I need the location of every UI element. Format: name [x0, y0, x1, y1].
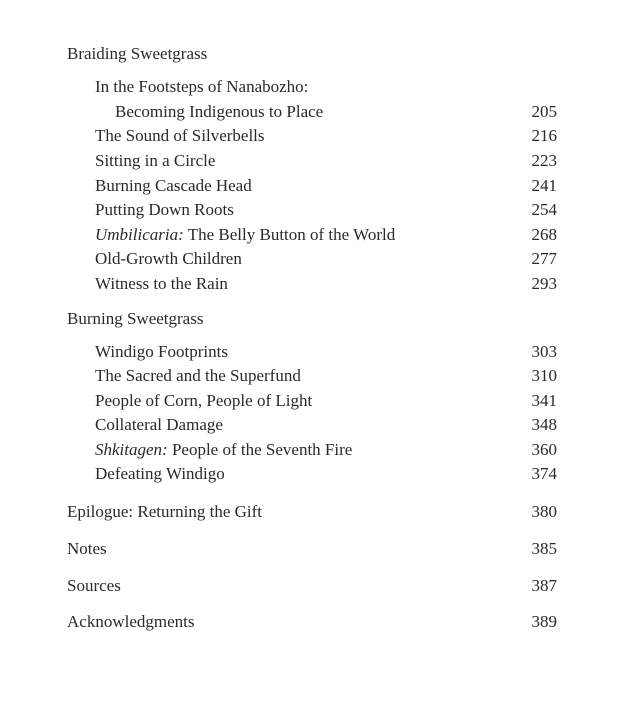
- toc-entry-title: Defeating Windigo: [95, 464, 225, 483]
- toc-entry-title: Sources: [67, 576, 121, 595]
- toc-entry[interactable]: [95, 223, 557, 247]
- toc-entry-title: Epilogue: Returning the Gift: [67, 502, 262, 521]
- toc-entry[interactable]: [95, 174, 557, 198]
- toc-entry-title: Putting Down Roots: [95, 200, 234, 219]
- toc-entry-page: 277: [531, 249, 557, 268]
- toc-entry[interactable]: [95, 389, 557, 413]
- toc-entry-page: 216: [531, 126, 557, 145]
- toc-entry-page: 348: [531, 415, 557, 434]
- toc-entry-page: 303: [531, 342, 557, 361]
- toc-entry-page: 387: [531, 576, 557, 595]
- toc-entry-title: Collateral Damage: [95, 415, 223, 434]
- toc-entry-title: Notes: [67, 539, 107, 558]
- toc-entry-title-italic: Shkitagen:: [95, 440, 168, 459]
- toc-entry-page: 380: [531, 502, 557, 521]
- toc-entry[interactable]: [115, 100, 557, 124]
- toc-entry[interactable]: [95, 413, 557, 437]
- toc-entry-page: 360: [531, 440, 557, 459]
- toc-entry-title: The Sacred and the Superfund: [95, 366, 301, 385]
- toc-entry[interactable]: [95, 462, 557, 486]
- toc-entry-page: 268: [531, 225, 557, 244]
- toc-entry-title: Acknowledgments: [67, 612, 195, 631]
- toc-entry-title-rest: The Belly Button of the World: [183, 225, 396, 244]
- toc-entry-title: People of Corn, People of Light: [95, 391, 313, 410]
- toc-entry-title: Sitting in a Circle: [95, 151, 216, 170]
- toc-entry-title: The Sound of Silverbells: [95, 126, 265, 145]
- toc-entry[interactable]: [95, 198, 557, 222]
- toc-entry-page: 205: [531, 102, 557, 121]
- toc-entry-title-rest: People of the Seventh Fire: [167, 440, 353, 459]
- toc-entry-page: 341: [531, 391, 557, 410]
- toc-entry-title-italic: Umbilicaria:: [95, 225, 184, 244]
- toc-entry-title: Witness to the Rain: [95, 274, 228, 293]
- toc-entry-title: [95, 223, 395, 247]
- toc-entry[interactable]: [95, 149, 557, 173]
- toc-entry-epilogue[interactable]: [67, 500, 557, 524]
- toc-entry-title: Windigo Footprints: [95, 342, 228, 361]
- toc-entry-page: 374: [531, 464, 557, 483]
- toc-entry[interactable]: [95, 364, 557, 388]
- toc-entry-page: 254: [531, 200, 557, 219]
- toc-entry[interactable]: [95, 247, 557, 271]
- toc-entry-title: In the Footsteps of Nanabozho:: [95, 77, 309, 96]
- toc-entry[interactable]: [95, 340, 557, 364]
- toc-entry-title: Burning Cascade Head: [95, 176, 252, 195]
- section-title-burning-sweetgrass: Burning Sweetgrass: [67, 309, 204, 328]
- toc-entry-title: Becoming Indigenous to Place: [115, 102, 324, 121]
- section-title-braiding-sweetgrass: Braiding Sweetgrass: [67, 44, 208, 63]
- toc-entry-page: 293: [531, 274, 557, 293]
- toc-entry-page: 223: [531, 151, 557, 170]
- toc-entry[interactable]: [95, 124, 557, 148]
- toc-entry-page: 385: [531, 539, 557, 558]
- toc-entry[interactable]: [95, 272, 557, 296]
- toc-entry-page: 241: [531, 176, 557, 195]
- toc-entry-title: [95, 438, 352, 462]
- toc-entry-sources[interactable]: [67, 574, 557, 598]
- toc-entry-title: Old-Growth Children: [95, 249, 242, 268]
- toc-entry-page: 389: [531, 612, 557, 631]
- toc-entry[interactable]: [95, 438, 557, 462]
- toc-entry-notes[interactable]: [67, 537, 557, 561]
- toc-entry-acknowledgments[interactable]: [67, 610, 557, 634]
- toc-entry-page: 310: [531, 366, 557, 385]
